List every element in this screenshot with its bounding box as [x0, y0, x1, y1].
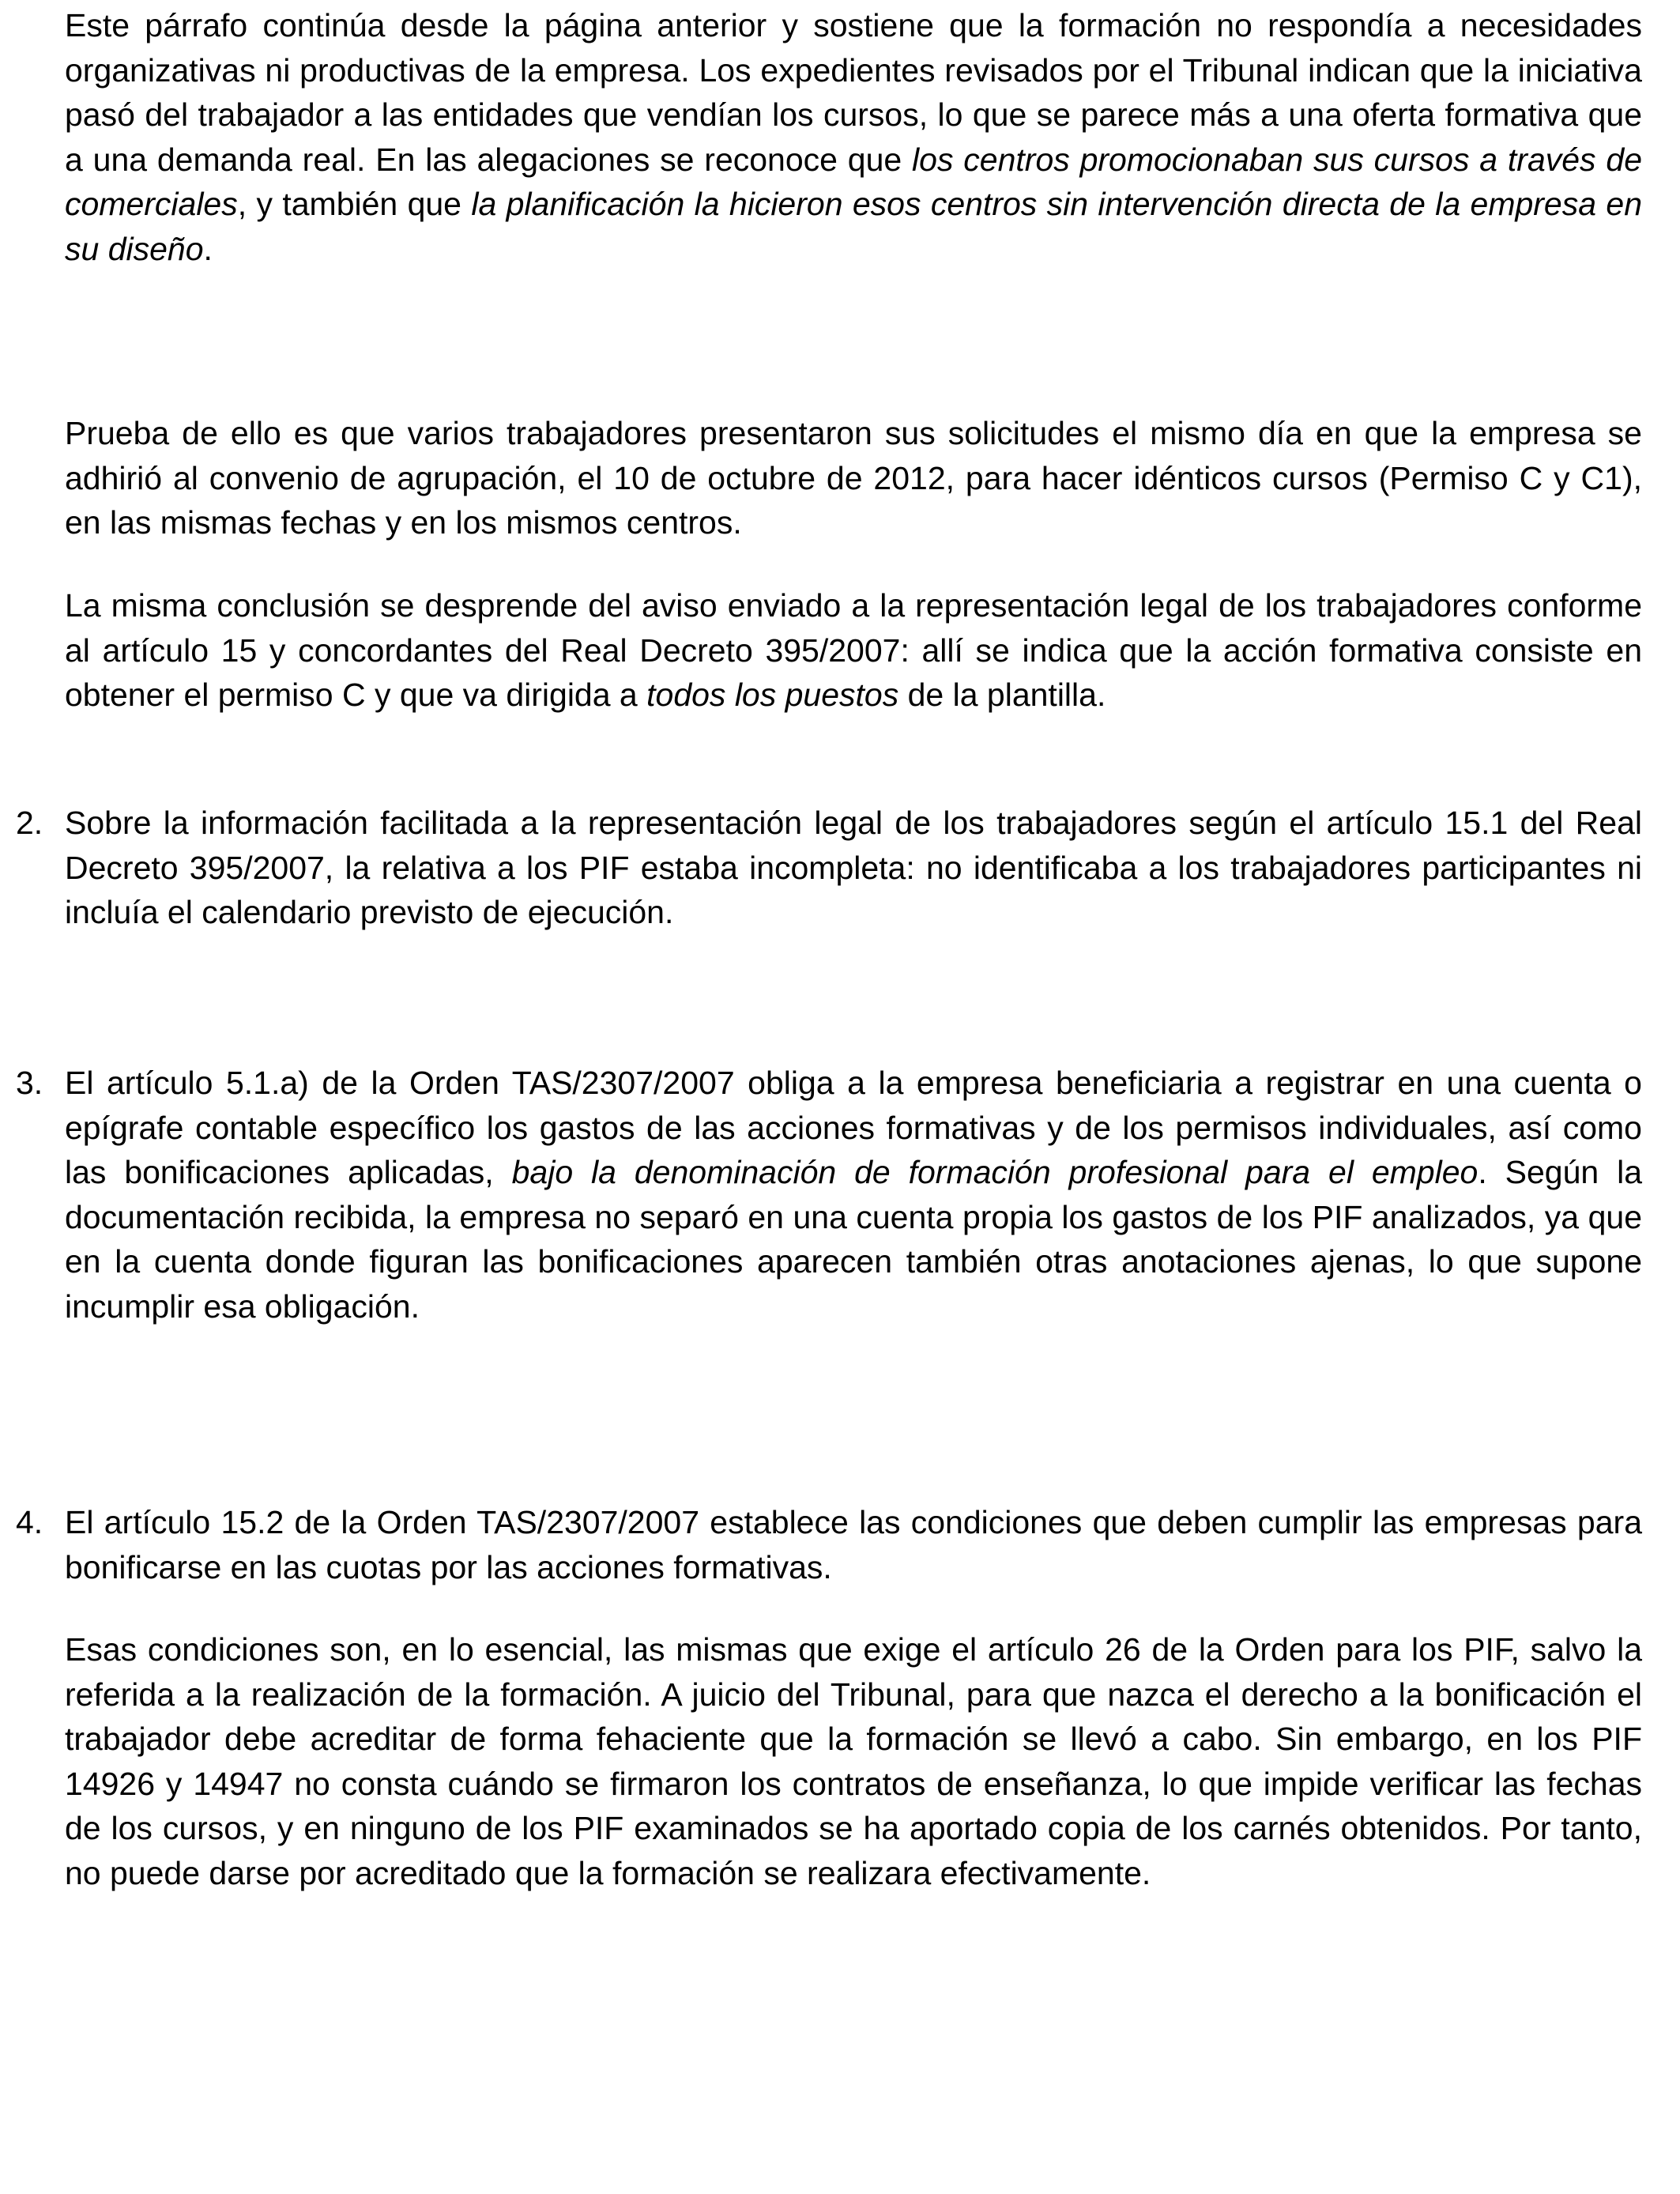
paragraph-text [65, 1627, 1642, 1896]
text-run: . Según la documentación recibida, la empresa no separó en una cuenta propia los gastos de los PIF analizados, ya que en la cuenta donde figuran las bonificaciones aparecen también otras anotaciones ajenas, lo que supone incumplir esa obligación. [65, 1154, 1643, 1325]
italic-quote: la planificación la hicieron esos centros sin intervención directa de la empresa en su diseño [65, 186, 1642, 267]
paragraph-communication-representation [65, 583, 1642, 718]
paragraph-text [65, 583, 1642, 718]
text-run: Sobre la información facilitada a la representación legal de los trabajadores según el artículo 15.1 del Real Decreto 395/2007, la relativa a los PIF estaba incompleta: no identificaba a los trabajadores participantes ni incluía el calendario previsto de ejecución. [65, 805, 1642, 931]
list-number-2: 2. [16, 805, 43, 841]
paragraph-text [65, 3, 1642, 272]
text-run: . [203, 230, 213, 267]
text-run: El artículo 15.2 de la Orden TAS/2307/2007 establece las condiciones que deben cumplir las empresas para bonificarse en las cuotas por las acciones formativas. [65, 1504, 1642, 1585]
italic-quote: bajo la denominación de formación profesional para el empleo [511, 1154, 1478, 1191]
list-item-4 [65, 1500, 1642, 1589]
list-item-3 [65, 1061, 1642, 1329]
paragraph-text [65, 1061, 1642, 1329]
list-number-4: 4. [16, 1504, 43, 1540]
text-run: , y también que [237, 186, 472, 223]
paragraph-continuation [65, 3, 1642, 272]
italic-quote: los centros promocionaban sus cursos a través de comerciales [65, 141, 1642, 223]
list-item-2 [65, 801, 1642, 935]
paragraph-text [65, 1500, 1642, 1589]
text-run: El artículo 5.1.a) de la Orden TAS/2307/2007 obliga a la empresa beneficiaria a registrar en una cuenta o epígrafe contable específico los gastos de las acciones formativas y de los permisos individuales, así como las bonificaciones aplicadas, [65, 1065, 1642, 1191]
text-run: de la plantilla. [898, 677, 1106, 714]
text-run: Prueba de ello es que varios trabajadores presentaron sus solicitudes el mismo día en que la empresa se adhirió al convenio de agrupación, el 10 de octubre de 2012, para hacer idénticos cursos (Permiso C y C1), en las mismas fechas y en los mismos centros. [65, 415, 1642, 541]
italic-quote: todos los puestos [646, 677, 899, 714]
list-number-3: 3. [16, 1065, 43, 1101]
text-run: Esas condiciones son, en lo esencial, las mismas que exige el artículo 26 de la Orden para los PIF, salvo la referida a la realización de la formación. A juicio del Tribunal, para que nazca el derecho a la bonificación el trabajador debe acreditar de forma fehaciente que la formación se llevó a cabo. Sin embargo, en los PIF 14926 y 14947 no consta cuándo se firmaron los contratos de enseñanza, lo que impide verificar las fechas de los cursos, y en ninguno de los PIF examinados se ha aportado copia de los carnés obtenidos. Por tanto, no puede darse por acreditado que la formación se realizara efectivamente. [65, 1631, 1642, 1891]
paragraph-requests-same-day [65, 411, 1642, 545]
paragraph-text [65, 801, 1642, 935]
text-run: La misma conclusión se desprende del aviso enviado a la representación legal de los trabajadores conforme al artículo 15 y concordantes del Real Decreto 395/2007: allí se indica que la acción formativa consiste en obtener el permiso C y que va dirigida a [65, 587, 1642, 714]
paragraph-text [65, 411, 1642, 545]
paragraph-requirements [65, 1627, 1642, 1896]
text-run: Este párrafo continúa desde la página anterior y sostiene que la formación no respondía a necesidades organizativas ni productivas de la empresa. Los expedientes revisados por el Tribunal indican que la iniciativa pasó del trabajador a las entidades que vendían los cursos, lo que se parece más a una oferta formativa que a una demanda real. En las alegaciones se reconoce que [65, 7, 1642, 178]
